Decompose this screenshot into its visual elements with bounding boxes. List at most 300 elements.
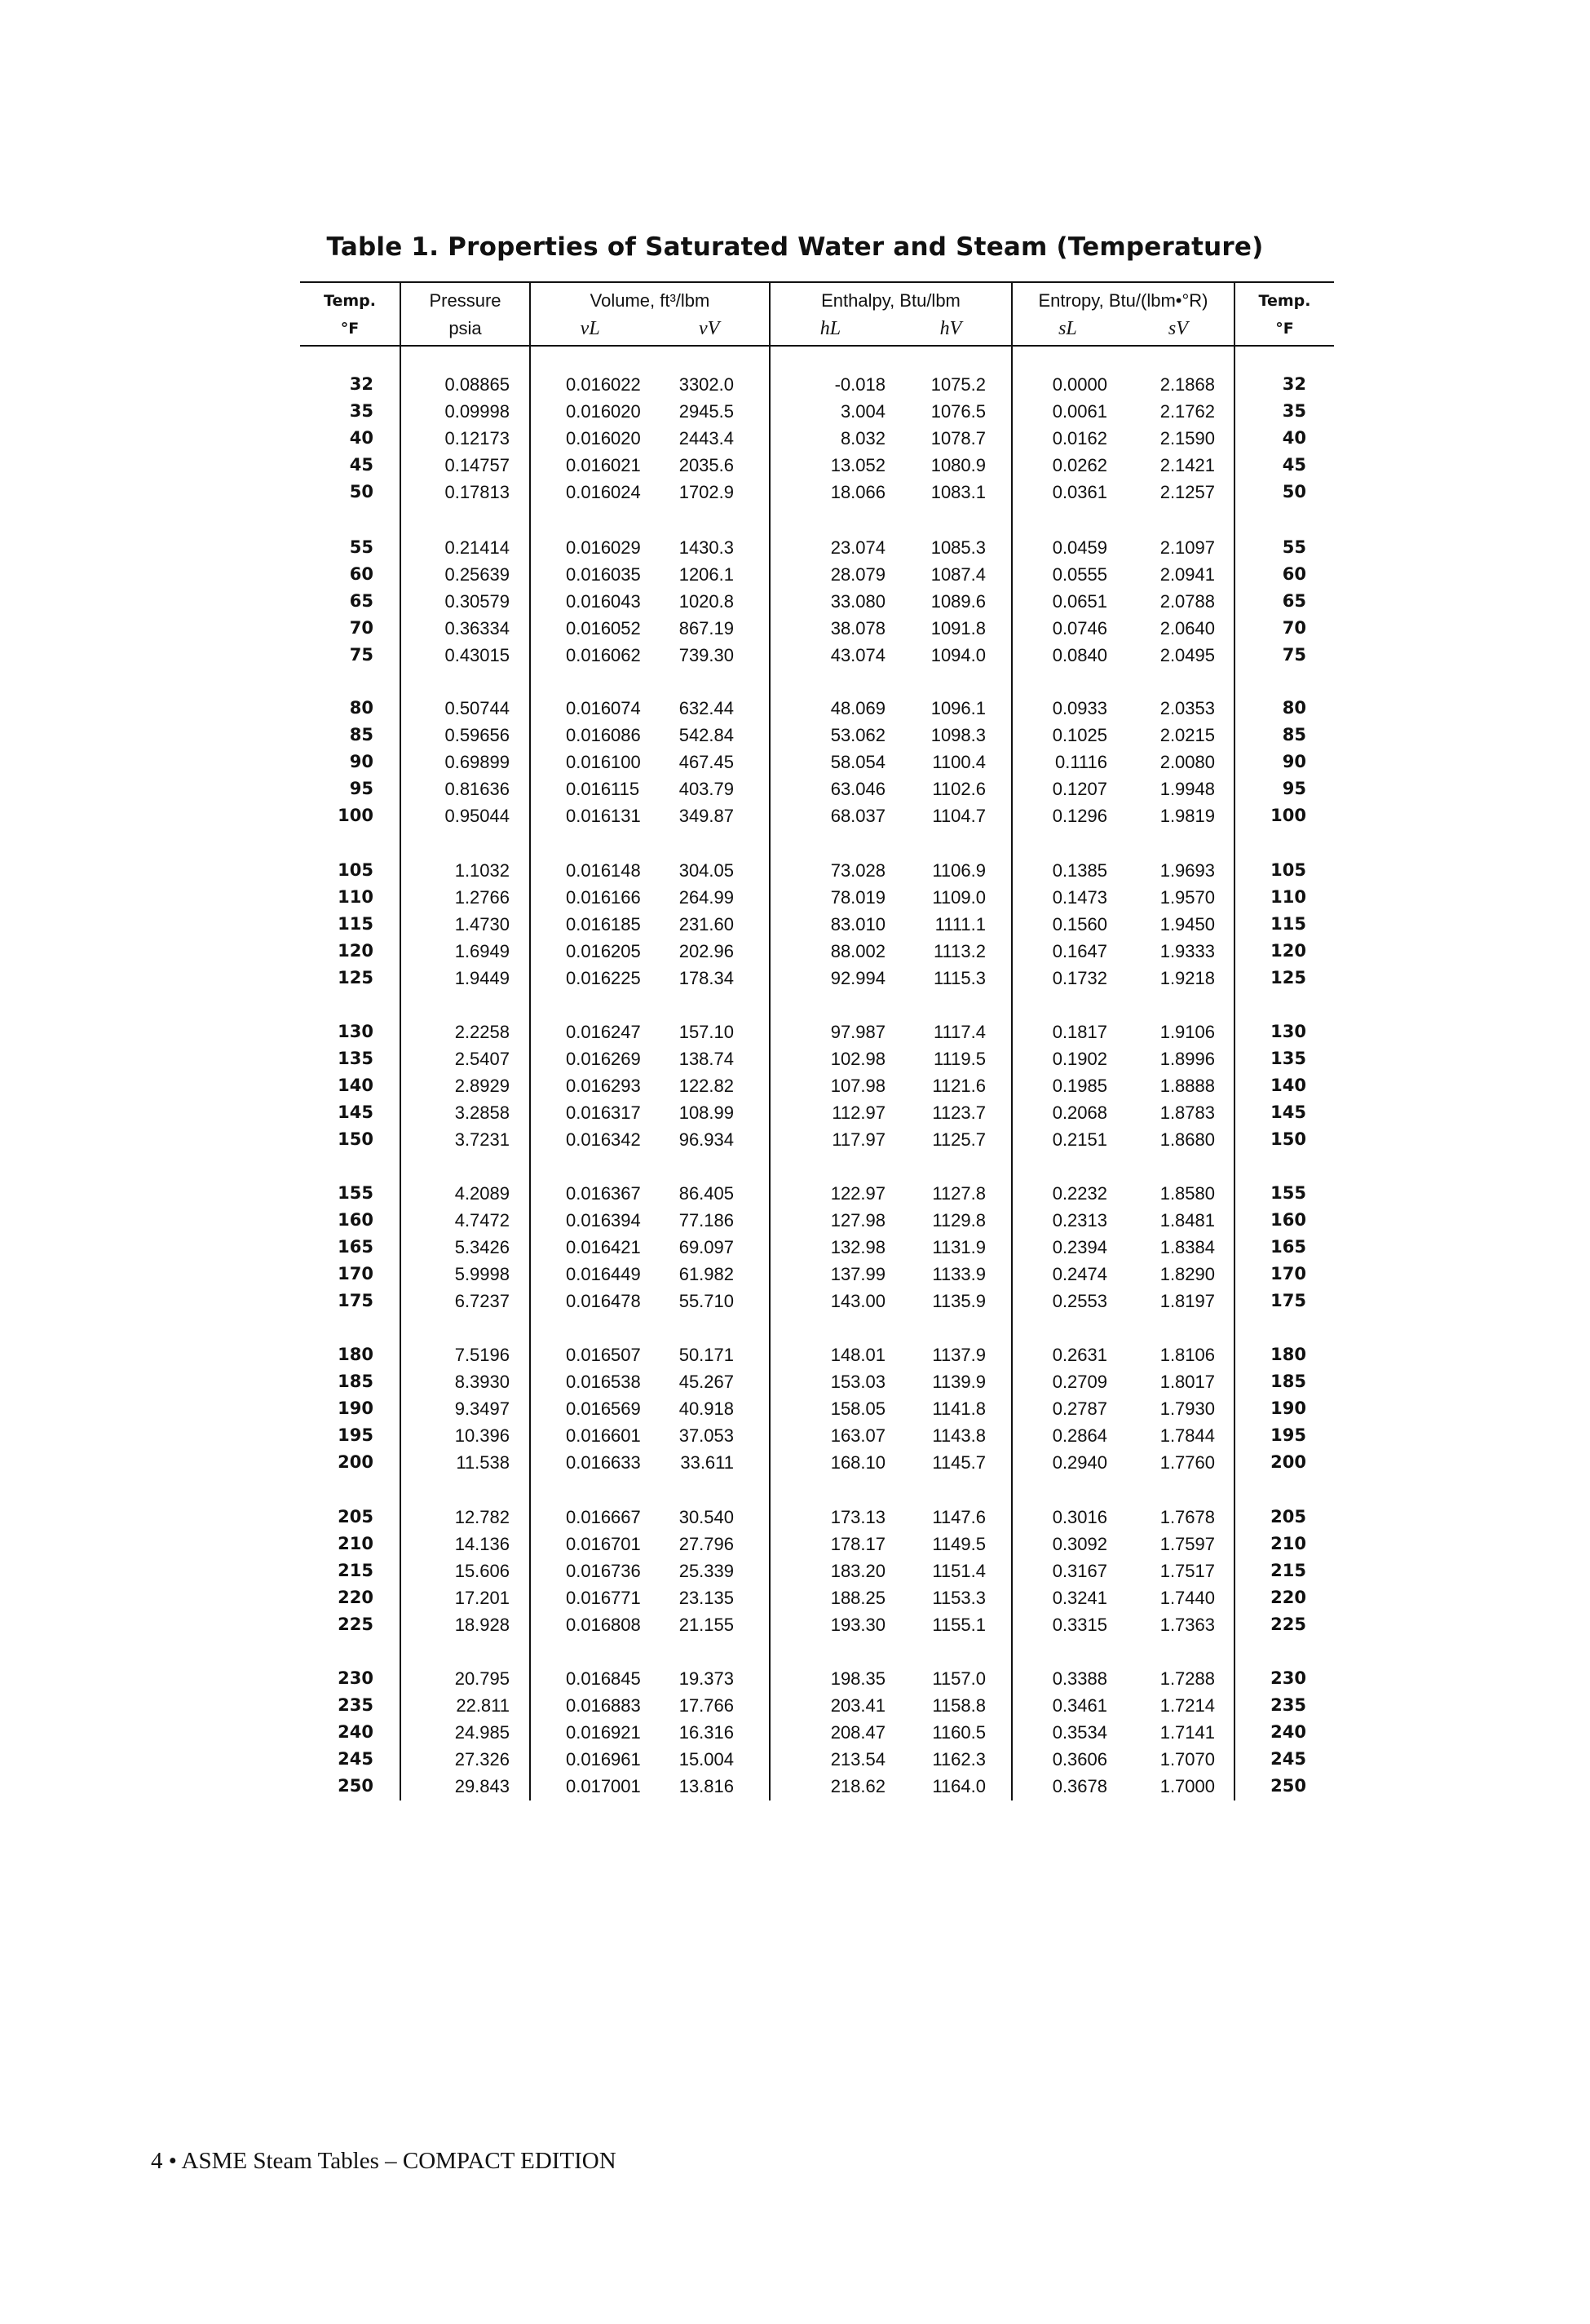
enthalpy-liquid-cell: 127.98: [830, 1210, 886, 1230]
entropy-vapor-cell: 2.0215: [1159, 725, 1215, 745]
entropy-liquid-cell: 0.0933: [1052, 698, 1107, 718]
volume-liquid-symbol: vL: [580, 318, 600, 339]
table-row: [0, 642, 1590, 669]
table-row: [0, 398, 1590, 425]
enthalpy-liquid-cell: 58.054: [830, 752, 886, 772]
pressure-cell: 14.136: [454, 1534, 510, 1554]
enthalpy-vapor-cell: 1080.9: [930, 455, 986, 475]
entropy-vapor-cell: 1.8680: [1159, 1129, 1215, 1150]
pressure-cell: 3.2858: [454, 1102, 510, 1123]
table-row: [0, 1234, 1590, 1261]
entropy-vapor-cell: 1.8197: [1159, 1291, 1215, 1311]
temp-cell: 65: [1282, 591, 1306, 611]
volume-liquid-cell: 0.016100: [566, 752, 641, 772]
entropy-liquid-cell: 0.3534: [1052, 1722, 1107, 1743]
temp-cell: 95: [349, 779, 373, 798]
table-row: [0, 588, 1590, 615]
temp-cell: 225: [1270, 1615, 1306, 1634]
pressure-cell: 0.69899: [444, 752, 510, 772]
temp-cell: 175: [338, 1291, 373, 1310]
volume-vapor-cell: 403.79: [678, 779, 734, 799]
enthalpy-liquid-cell: 163.07: [830, 1425, 886, 1446]
temp-unit: °F: [340, 320, 360, 338]
enthalpy-vapor-cell: 1117.4: [933, 1022, 986, 1042]
temp-cell: 150: [1270, 1129, 1306, 1149]
enthalpy-liquid-cell: 48.069: [830, 698, 886, 718]
entropy-vapor-cell: 1.9819: [1159, 806, 1215, 826]
volume-vapor-cell: 86.405: [678, 1183, 734, 1204]
temp-cell: 35: [349, 401, 373, 421]
entropy-vapor-cell: 2.1590: [1159, 428, 1215, 448]
entropy-liquid-cell: 0.3461: [1052, 1695, 1107, 1716]
temp-cell: 100: [1270, 806, 1306, 825]
volume-vapor-cell: 55.710: [678, 1291, 734, 1311]
temp-cell: 200: [338, 1452, 373, 1472]
enthalpy-liquid-cell: 198.35: [830, 1668, 886, 1689]
entropy-vapor-cell: 1.8017: [1159, 1372, 1215, 1392]
temp-cell: 65: [349, 591, 373, 611]
volume-vapor-cell: 30.540: [678, 1507, 734, 1527]
pressure-cell: 4.7472: [454, 1210, 510, 1230]
pressure-cell: 0.50744: [444, 698, 510, 718]
table-row: [0, 561, 1590, 588]
volume-liquid-cell: 0.016845: [566, 1668, 641, 1689]
table-row: [0, 1207, 1590, 1234]
enthalpy-liquid-cell: 3.004: [840, 401, 886, 422]
entropy-liquid-cell: 0.1985: [1052, 1076, 1107, 1096]
table-row: [0, 479, 1590, 506]
volume-liquid-cell: 0.016883: [566, 1695, 641, 1716]
temp-cell: 215: [1270, 1561, 1306, 1580]
temp-cell: 120: [338, 941, 373, 961]
temp-cell: 70: [349, 618, 373, 638]
entropy-liquid-cell: 0.3241: [1052, 1588, 1107, 1608]
entropy-liquid-cell: 0.1207: [1052, 779, 1107, 799]
volume-vapor-cell: 13.816: [678, 1776, 734, 1796]
temp-cell: 60: [1282, 564, 1306, 584]
entropy-vapor-cell: 1.9948: [1159, 779, 1215, 799]
pressure-cell: 8.3930: [454, 1372, 510, 1392]
entropy-vapor-cell: 2.0495: [1159, 645, 1215, 665]
pressure-cell: 1.9449: [454, 968, 510, 988]
temp-cell: 100: [338, 806, 373, 825]
volume-liquid-cell: 0.016569: [566, 1398, 641, 1419]
temp-cell: 55: [349, 537, 373, 557]
volume-vapor-cell: 632.44: [678, 698, 734, 718]
volume-liquid-cell: 0.016020: [566, 401, 641, 422]
volume-liquid-cell: 0.016667: [566, 1507, 641, 1527]
volume-vapor-cell: 108.99: [678, 1102, 734, 1123]
table-row: [0, 1099, 1590, 1126]
entropy-vapor-cell: 1.8481: [1159, 1210, 1215, 1230]
volume-vapor-cell: 25.339: [678, 1561, 734, 1581]
pressure-cell: 24.985: [454, 1722, 510, 1743]
enthalpy-vapor-cell: 1087.4: [930, 564, 986, 585]
temp-cell: 80: [1282, 698, 1306, 718]
volume-vapor-cell: 19.373: [678, 1668, 734, 1689]
entropy-vapor-cell: 2.0640: [1159, 618, 1215, 638]
temp-label: Temp.: [1258, 292, 1311, 310]
entropy-liquid-cell: 0.0361: [1052, 482, 1107, 502]
volume-liquid-cell: 0.016367: [566, 1183, 641, 1204]
temp-cell: 140: [338, 1076, 373, 1095]
entropy-vapor-cell: 1.7844: [1159, 1425, 1215, 1446]
enthalpy-liquid-cell: 8.032: [840, 428, 886, 448]
volume-liquid-cell: 0.016269: [566, 1049, 641, 1069]
volume-vapor-cell: 40.918: [678, 1398, 734, 1419]
enthalpy-liquid-cell: 38.078: [830, 618, 886, 638]
temp-cell: 240: [1270, 1722, 1306, 1742]
temp-cell: 210: [1270, 1534, 1306, 1553]
volume-liquid-cell: 0.016921: [566, 1722, 641, 1743]
enthalpy-vapor-cell: 1089.6: [930, 591, 986, 612]
temp-header-left: [300, 285, 400, 345]
table-row: [0, 615, 1590, 642]
temp-cell: 40: [349, 428, 373, 448]
enthalpy-liquid-cell: 213.54: [830, 1749, 886, 1770]
enthalpy-liquid-cell: 208.47: [830, 1722, 886, 1743]
volume-vapor-cell: 2443.4: [678, 428, 734, 448]
temp-cell: 220: [1270, 1588, 1306, 1607]
enthalpy-liquid-cell: 153.03: [830, 1372, 886, 1392]
volume-liquid-cell: 0.016507: [566, 1345, 641, 1365]
entropy-liquid-cell: 0.3678: [1052, 1776, 1107, 1796]
pressure-cell: 10.396: [454, 1425, 510, 1446]
enthalpy-vapor-cell: 1113.2: [933, 941, 986, 961]
enthalpy-vapor-cell: 1147.6: [932, 1507, 986, 1527]
table-row: [0, 775, 1590, 802]
entropy-liquid-cell: 0.2474: [1052, 1264, 1107, 1284]
enthalpy-vapor-cell: 1104.7: [932, 806, 986, 826]
enthalpy-liquid-symbol: hL: [819, 318, 841, 339]
entropy-vapor-cell: 1.7363: [1159, 1615, 1215, 1635]
entropy-liquid-cell: 0.3315: [1052, 1615, 1107, 1635]
entropy-liquid-cell: 0.3167: [1052, 1561, 1107, 1581]
entropy-vapor-cell: 1.7070: [1159, 1749, 1215, 1770]
volume-vapor-cell: 2945.5: [678, 401, 734, 422]
table-row: [0, 1045, 1590, 1072]
enthalpy-vapor-cell: 1115.3: [933, 968, 986, 988]
pressure-cell: 1.1032: [454, 860, 510, 881]
volume-vapor-cell: 69.097: [678, 1237, 734, 1257]
enthalpy-vapor-cell: 1135.9: [932, 1291, 986, 1311]
entropy-vapor-cell: 1.7930: [1159, 1398, 1215, 1419]
volume-vapor-cell: 867.19: [678, 618, 734, 638]
volume-liquid-cell: 0.016601: [566, 1425, 641, 1446]
pressure-cell: 6.7237: [454, 1291, 510, 1311]
entropy-liquid-cell: 0.3092: [1052, 1534, 1107, 1554]
temp-cell: 170: [338, 1264, 373, 1284]
enthalpy-liquid-cell: 63.046: [830, 779, 886, 799]
temp-cell: 230: [338, 1668, 373, 1688]
temp-cell: 120: [1270, 941, 1306, 961]
enthalpy-vapor-cell: 1076.5: [930, 401, 986, 422]
temp-cell: 32: [1282, 374, 1306, 394]
entropy-liquid-cell: 0.2313: [1052, 1210, 1107, 1230]
entropy-vapor-cell: 1.8888: [1159, 1076, 1215, 1096]
temp-cell: 155: [1270, 1183, 1306, 1203]
entropy-vapor-cell: 2.1868: [1159, 374, 1215, 395]
volume-vapor-cell: 304.05: [678, 860, 734, 881]
pressure-cell: 15.606: [454, 1561, 510, 1581]
table-row: [0, 1531, 1590, 1557]
enthalpy-vapor-cell: 1094.0: [930, 645, 986, 665]
pressure-cell: 5.3426: [454, 1237, 510, 1257]
temp-cell: 110: [338, 887, 373, 907]
entropy-liquid-cell: 0.2940: [1052, 1452, 1107, 1473]
volume-vapor-cell: 542.84: [678, 725, 734, 745]
volume-liquid-cell: 0.016225: [566, 968, 641, 988]
table-row: [0, 802, 1590, 829]
pressure-cell: 2.8929: [454, 1076, 510, 1096]
enthalpy-vapor-cell: 1155.1: [932, 1615, 986, 1635]
volume-liquid-cell: 0.016131: [566, 806, 641, 826]
temp-cell: 105: [1270, 860, 1306, 880]
table-row: [0, 1180, 1590, 1207]
volume-liquid-cell: 0.016185: [566, 914, 641, 934]
pressure-cell: 2.5407: [454, 1049, 510, 1069]
table-row: [0, 1773, 1590, 1800]
table-row: [0, 1719, 1590, 1746]
table-row: [0, 1341, 1590, 1368]
enthalpy-vapor-cell: 1125.7: [932, 1129, 986, 1150]
volume-vapor-cell: 61.982: [678, 1264, 734, 1284]
temp-cell: 190: [1270, 1398, 1306, 1418]
entropy-vapor-cell: 1.7517: [1159, 1561, 1215, 1581]
table-row: [0, 1018, 1590, 1045]
enthalpy-header: [771, 285, 1011, 345]
volume-liquid-cell: 0.016293: [566, 1076, 641, 1096]
table-row: [0, 371, 1590, 398]
entropy-liquid-cell: 0.1385: [1052, 860, 1107, 881]
table-row: [0, 1422, 1590, 1449]
table-row: [0, 534, 1590, 561]
volume-vapor-cell: 1206.1: [678, 564, 734, 585]
entropy-vapor-cell: 1.8996: [1159, 1049, 1215, 1069]
entropy-liquid-cell: 0.0459: [1052, 537, 1107, 558]
page-title: Table 1. Properties of Saturated Water and Steam (Temperature): [326, 232, 1264, 262]
enthalpy-liquid-cell: -0.018: [834, 374, 886, 395]
temp-cell: 145: [1270, 1102, 1306, 1122]
temp-cell: 115: [338, 914, 373, 934]
volume-liquid-cell: 0.016024: [566, 482, 641, 502]
volume-liquid-cell: 0.016808: [566, 1615, 641, 1635]
volume-liquid-cell: 0.016021: [566, 455, 641, 475]
volume-vapor-cell: 349.87: [678, 806, 734, 826]
volume-vapor-cell: 45.267: [678, 1372, 734, 1392]
temp-cell: 205: [338, 1507, 373, 1527]
pressure-cell: 0.36334: [444, 618, 510, 638]
entropy-vapor-cell: 1.8106: [1159, 1345, 1215, 1365]
enthalpy-liquid-cell: 28.079: [830, 564, 886, 585]
enthalpy-vapor-cell: 1075.2: [930, 374, 986, 395]
enthalpy-liquid-cell: 97.987: [830, 1022, 886, 1042]
enthalpy-liquid-cell: 178.17: [830, 1534, 886, 1554]
temp-cell: 210: [338, 1534, 373, 1553]
volume-vapor-cell: 122.82: [678, 1076, 734, 1096]
entropy-vapor-cell: 1.7597: [1159, 1534, 1215, 1554]
volume-vapor-cell: 17.766: [678, 1695, 734, 1716]
volume-label: Volume, ft³/lbm: [590, 290, 710, 311]
pressure-header: [401, 285, 529, 345]
temp-cell: 50: [1282, 482, 1306, 501]
volume-liquid-cell: 0.016342: [566, 1129, 641, 1150]
enthalpy-vapor-cell: 1143.8: [932, 1425, 986, 1446]
volume-vapor-cell: 202.96: [678, 941, 734, 961]
enthalpy-vapor-cell: 1096.1: [930, 698, 986, 718]
temp-cell: 60: [349, 564, 373, 584]
entropy-vapor-symbol: sV: [1168, 318, 1188, 339]
table-row: [0, 425, 1590, 452]
volume-vapor-cell: 50.171: [678, 1345, 734, 1365]
temp-cell: 85: [1282, 725, 1306, 744]
table-row: [0, 1584, 1590, 1611]
volume-liquid-cell: 0.016029: [566, 537, 641, 558]
table-top-rule: [300, 281, 1334, 283]
table-row: [0, 1126, 1590, 1153]
enthalpy-liquid-cell: 88.002: [830, 941, 886, 961]
volume-vapor-cell: 3302.0: [678, 374, 734, 395]
table-row: [0, 1665, 1590, 1692]
temp-cell: 125: [338, 968, 373, 987]
enthalpy-liquid-cell: 132.98: [830, 1237, 886, 1257]
table-row: [0, 1746, 1590, 1773]
temp-cell: 105: [338, 860, 373, 880]
entropy-liquid-cell: 0.3388: [1052, 1668, 1107, 1689]
volume-liquid-cell: 0.016736: [566, 1561, 641, 1581]
entropy-liquid-cell: 0.0000: [1052, 374, 1107, 395]
volume-vapor-cell: 178.34: [678, 968, 734, 988]
table-row: [0, 965, 1590, 992]
entropy-vapor-cell: 2.1762: [1159, 401, 1215, 422]
enthalpy-liquid-cell: 193.30: [830, 1615, 886, 1635]
volume-vapor-cell: 2035.6: [678, 455, 734, 475]
enthalpy-vapor-cell: 1153.3: [932, 1588, 986, 1608]
enthalpy-vapor-symbol: hV: [939, 318, 962, 339]
volume-vapor-cell: 231.60: [678, 914, 734, 934]
table-row: [0, 1395, 1590, 1422]
temp-cell: 215: [338, 1561, 373, 1580]
entropy-vapor-cell: 1.9333: [1159, 941, 1215, 961]
entropy-vapor-cell: 2.0788: [1159, 591, 1215, 612]
temp-cell: 195: [338, 1425, 373, 1445]
volume-vapor-symbol: vV: [699, 318, 720, 339]
enthalpy-liquid-cell: 112.97: [832, 1102, 886, 1123]
enthalpy-liquid-cell: 18.066: [830, 482, 886, 502]
pressure-cell: 11.538: [456, 1452, 510, 1473]
temp-cell: 45: [349, 455, 373, 475]
volume-liquid-cell: 0.016247: [566, 1022, 641, 1042]
enthalpy-vapor-cell: 1102.6: [932, 779, 986, 799]
entropy-vapor-cell: 1.7288: [1159, 1668, 1215, 1689]
entropy-liquid-cell: 0.0651: [1052, 591, 1107, 612]
volume-vapor-cell: 21.155: [678, 1615, 734, 1635]
temp-cell: 75: [1282, 645, 1306, 665]
entropy-liquid-cell: 0.3016: [1052, 1507, 1107, 1527]
volume-header: [531, 285, 769, 345]
temp-cell: 130: [338, 1022, 373, 1041]
volume-vapor-cell: 467.45: [678, 752, 734, 772]
entropy-vapor-cell: 1.9218: [1159, 968, 1215, 988]
entropy-liquid-cell: 0.2631: [1052, 1345, 1107, 1365]
entropy-vapor-cell: 1.9450: [1159, 914, 1215, 934]
pressure-cell: 0.09998: [444, 401, 510, 422]
enthalpy-vapor-cell: 1111.1: [934, 914, 986, 934]
enthalpy-vapor-cell: 1129.8: [932, 1210, 986, 1230]
entropy-vapor-cell: 2.1257: [1159, 482, 1215, 502]
temp-cell: 110: [1270, 887, 1306, 907]
temp-cell: 135: [1270, 1049, 1306, 1068]
temp-cell: 250: [338, 1776, 373, 1796]
entropy-vapor-cell: 1.9570: [1159, 887, 1215, 908]
enthalpy-liquid-cell: 68.037: [830, 806, 886, 826]
entropy-liquid-cell: 0.0162: [1052, 428, 1107, 448]
pressure-cell: 4.2089: [454, 1183, 510, 1204]
enthalpy-liquid-cell: 183.20: [830, 1561, 886, 1581]
table-row: [0, 1504, 1590, 1531]
entropy-vapor-cell: 1.7000: [1159, 1776, 1215, 1796]
temp-cell: 185: [1270, 1372, 1306, 1391]
entropy-vapor-cell: 1.7760: [1159, 1452, 1215, 1473]
table-row: [0, 911, 1590, 938]
temp-cell: 125: [1270, 968, 1306, 987]
temp-cell: 145: [338, 1102, 373, 1122]
volume-liquid-cell: 0.016043: [566, 591, 641, 612]
table-row: [0, 1261, 1590, 1288]
pressure-unit: psia: [448, 318, 482, 338]
entropy-liquid-cell: 0.1473: [1052, 887, 1107, 908]
temp-cell: 75: [349, 645, 373, 665]
enthalpy-liquid-cell: 173.13: [830, 1507, 886, 1527]
table-row: [0, 884, 1590, 911]
enthalpy-vapor-cell: 1145.7: [932, 1452, 986, 1473]
entropy-liquid-cell: 0.1902: [1052, 1049, 1107, 1069]
enthalpy-liquid-cell: 53.062: [830, 725, 886, 745]
temp-cell: 45: [1282, 455, 1306, 475]
temp-cell: 155: [338, 1183, 373, 1203]
enthalpy-vapor-cell: 1157.0: [932, 1668, 986, 1689]
volume-liquid-cell: 0.016771: [566, 1588, 641, 1608]
entropy-liquid-cell: 0.1732: [1052, 968, 1107, 988]
enthalpy-label: Enthalpy, Btu/lbm: [821, 290, 961, 311]
volume-liquid-cell: 0.016633: [566, 1452, 641, 1473]
entropy-liquid-cell: 0.2232: [1052, 1183, 1107, 1204]
volume-vapor-cell: 1020.8: [678, 591, 734, 612]
pressure-cell: 29.843: [454, 1776, 510, 1796]
temp-cell: 235: [1270, 1695, 1306, 1715]
pressure-cell: 0.59656: [444, 725, 510, 745]
temp-cell: 85: [349, 725, 373, 744]
volume-vapor-cell: 15.004: [678, 1749, 734, 1770]
temp-cell: 90: [1282, 752, 1306, 771]
volume-vapor-cell: 16.316: [678, 1722, 734, 1743]
entropy-vapor-cell: 2.0080: [1159, 752, 1215, 772]
temp-cell: 70: [1282, 618, 1306, 638]
entropy-liquid-cell: 0.2787: [1052, 1398, 1107, 1419]
enthalpy-vapor-cell: 1121.6: [932, 1076, 986, 1096]
temp-cell: 130: [1270, 1022, 1306, 1041]
enthalpy-liquid-cell: 78.019: [830, 887, 886, 908]
temp-cell: 175: [1270, 1291, 1306, 1310]
entropy-liquid-cell: 0.1296: [1052, 806, 1107, 826]
entropy-vapor-cell: 2.1097: [1159, 537, 1215, 558]
temp-cell: 135: [338, 1049, 373, 1068]
entropy-liquid-symbol: sL: [1058, 318, 1077, 339]
temp-cell: 160: [1270, 1210, 1306, 1230]
table-row: [0, 749, 1590, 775]
enthalpy-liquid-cell: 83.010: [830, 914, 886, 934]
temp-cell: 220: [338, 1588, 373, 1607]
